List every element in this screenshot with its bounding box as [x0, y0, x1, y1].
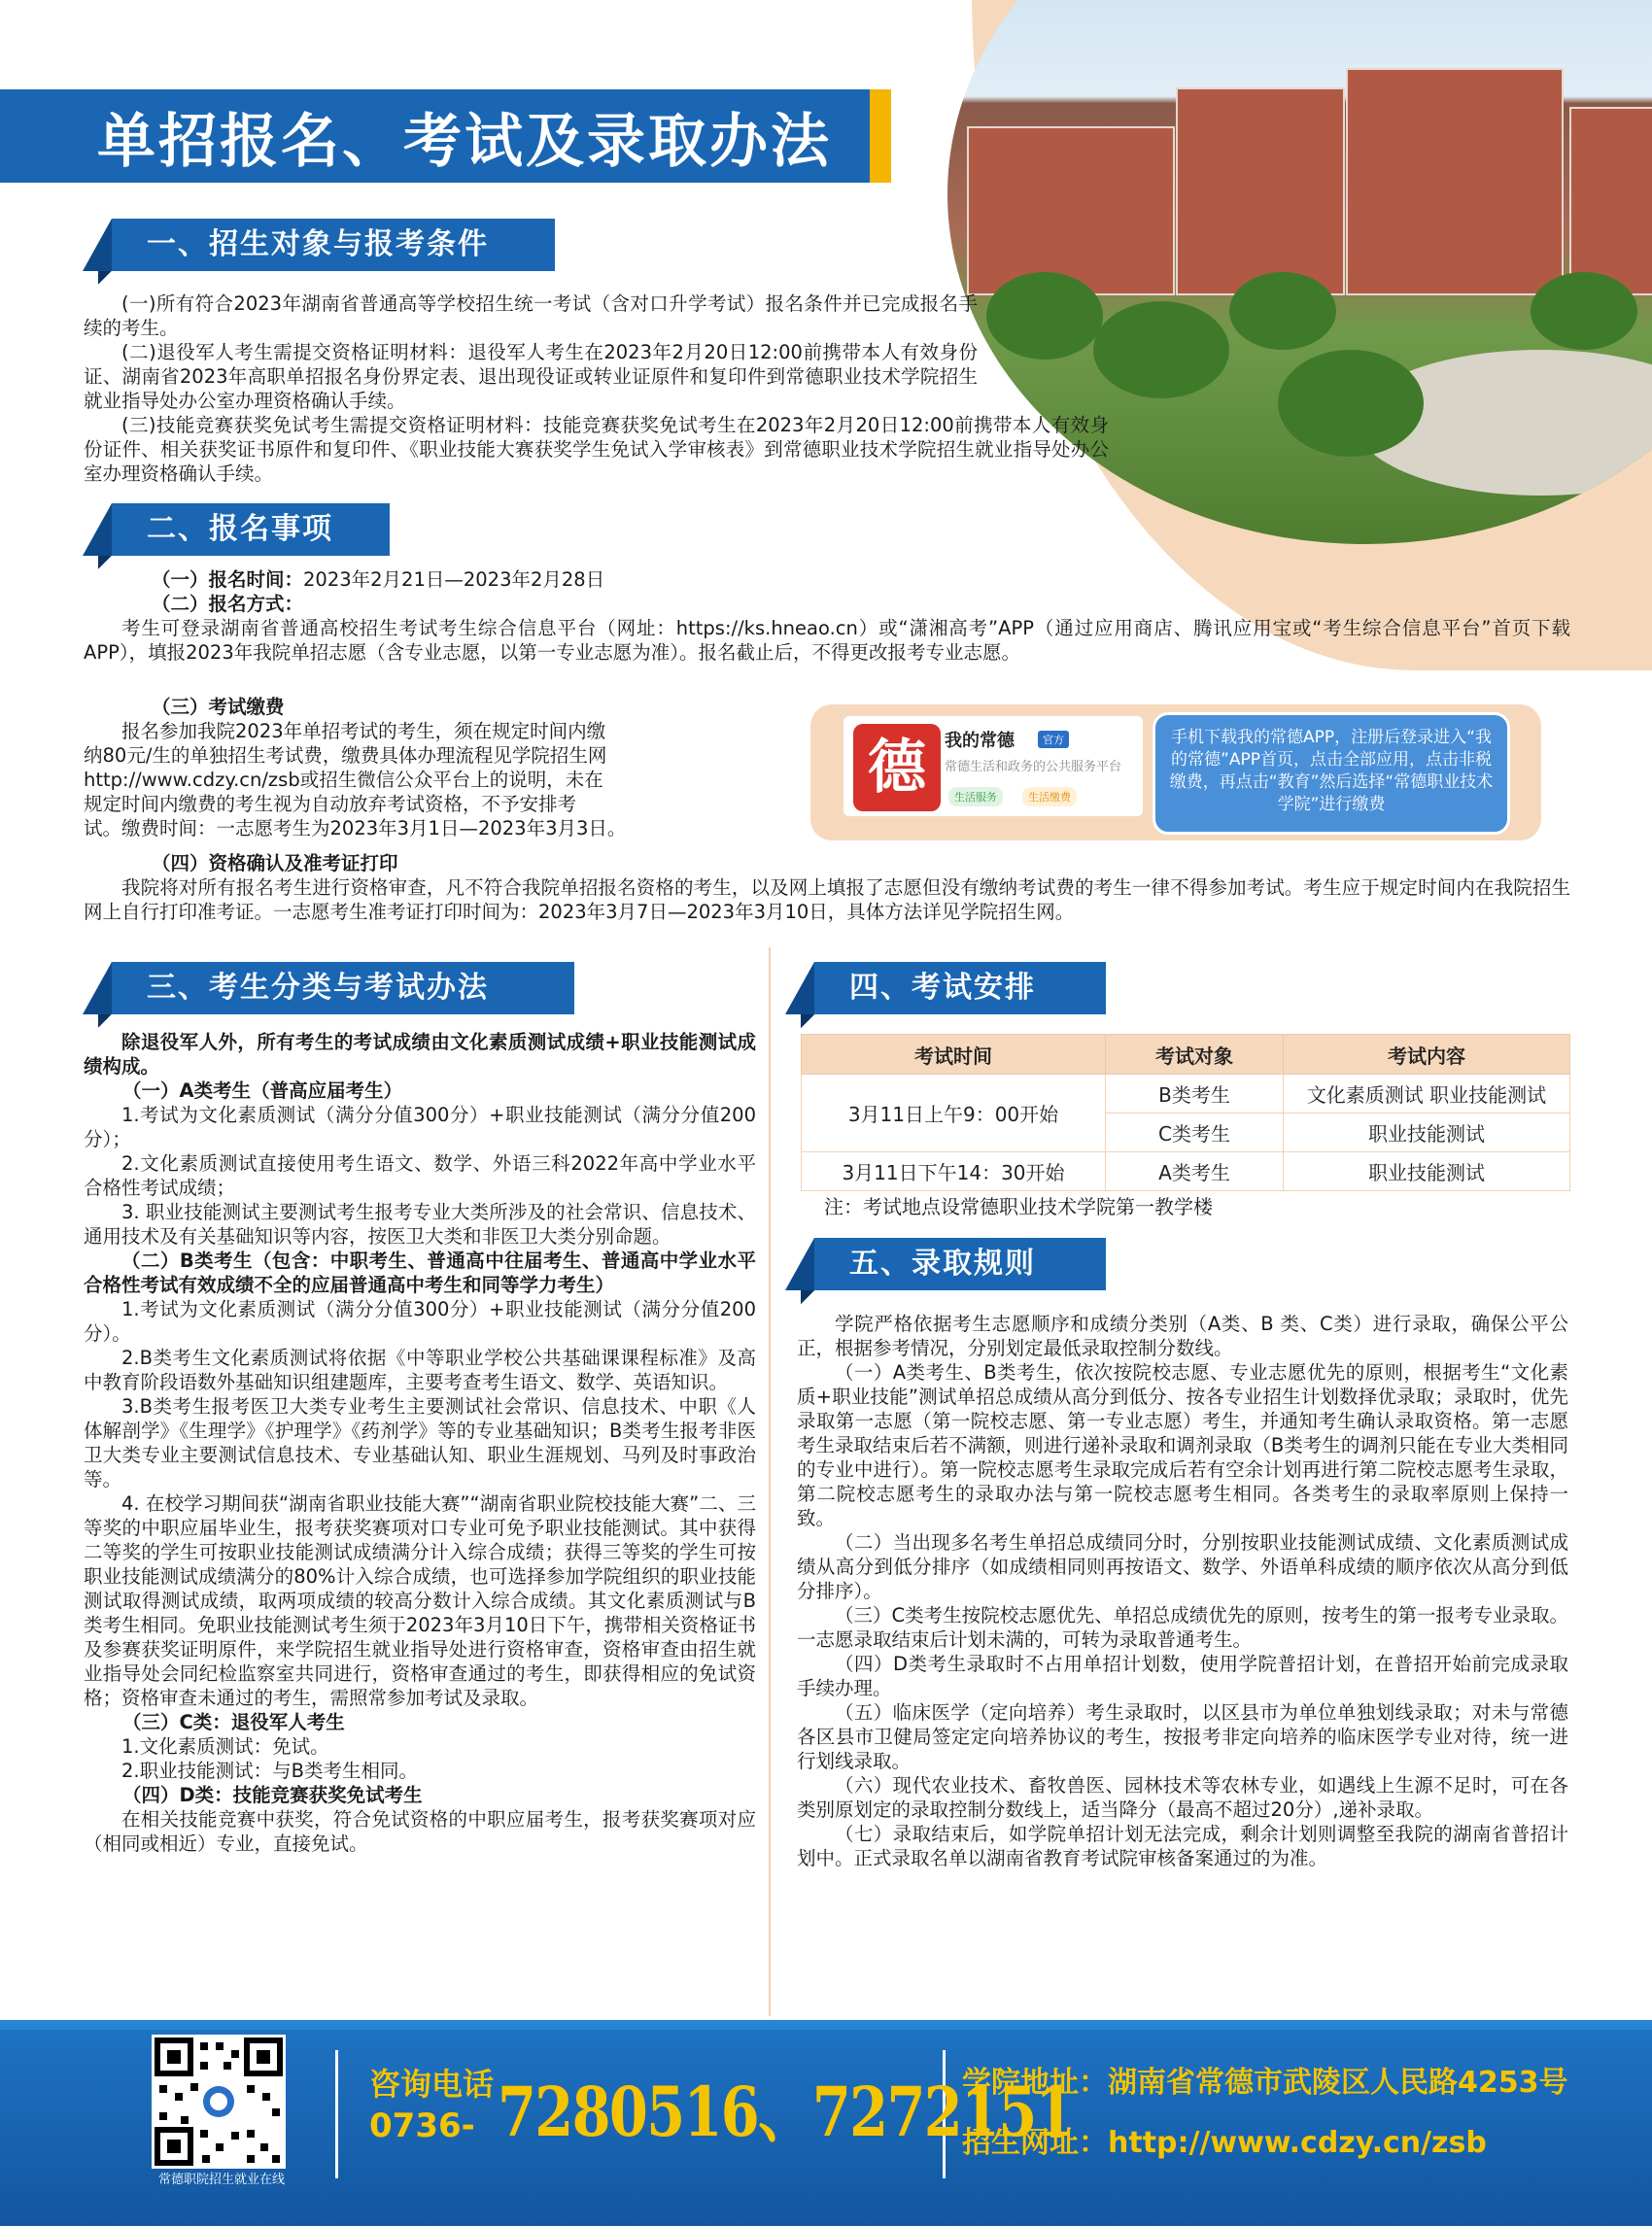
class-a-item-1: 1.考试为文化素质测试（满分分值300分）+职业技能测试（满分分值200分）；	[84, 1104, 756, 1150]
exam-note: 注：考试地点设常德职业技术学院第一教学楼	[824, 1195, 1213, 1218]
s1-paragraph-3: (三)技能竞赛获奖免试考生需提交资格证明材料：技能竞赛获奖免试考生在2023年2月20日12:00前携带本人有效身份证件、相关获奖证书原件和复印件、《职业技能大赛获奖学生免试入学审核表》到常德职业技术学院招生就业指导处办公室办理资格确认手续。	[84, 414, 1109, 485]
s5-paragraph-8: （七）录取结束后，如学院单招计划无法完成，剩余计划则调整至我院的湖南省普招计划中。正式录取名单以湖南省教育考试院审核备案通过的为准。	[797, 1823, 1568, 1869]
qr-code-graphic	[152, 2035, 286, 2169]
fee-label: （三）考试缴费	[152, 696, 285, 718]
admissions-website-link[interactable]: 招生网址：http://www.cdzy.cn/zsb	[962, 2126, 1487, 2160]
phone-numbers[interactable]: 7280516、7272151	[498, 2072, 1073, 2152]
class-c-item-2: 2.职业技能测试：与B类考生相同。	[121, 1760, 418, 1782]
class-d-label: （四）D类：技能竞赛获奖免试考生	[122, 1784, 423, 1806]
table-header-row	[802, 1035, 1570, 1075]
reg-time-label: （一）报名时间：	[152, 568, 304, 591]
qr-code[interactable]	[152, 2035, 286, 2169]
section-heading-5: 五、录取规则	[814, 1238, 1106, 1290]
table-row	[802, 1075, 1570, 1113]
confirm-text: 我院将对所有报名考生进行资格审查，凡不符合我院单招报名资格的考生，以及网上填报了志愿但没有缴纳考试费的考生一律不得参加考试。考生应于规定时间内在我院招生网上自行打印准考证。一志愿考生准考证打印时间为：2023年3月7日—2023年3月10日，具体方法详见学院招生网。	[84, 876, 1570, 923]
s5-paragraph-3: （二）当出现多名考生单招总成绩同分时，分别按职业技能测试成绩、文化素质测试成绩从高分到低分排序（如成绩相同则再按语文、数学、外语单科成绩的顺序依次从高分到低分排序）。	[797, 1531, 1568, 1602]
class-b-item-3: 3.B类考生报考医卫大类专业考生主要测试社会常识、信息技术、中职《人体解剖学》《生理学》《护理学》《药剂学》等的专业基础知识；B类考生报考非医卫大类专业主要测试信息技术、专业基础认知、职业生涯规划、马列及时事政治等。	[84, 1395, 756, 1490]
row1-target-c: C类考生	[1106, 1113, 1284, 1152]
section-3-body	[84, 1030, 756, 1856]
class-d-text: 在相关技能竞赛中获奖，符合免试资格的中职应届考生，报考获奖赛项对应（相同或相近）专业，直接免试。	[84, 1808, 756, 1855]
section-1-body	[84, 291, 1109, 486]
header-exam-target: 考试对象	[1106, 1035, 1284, 1075]
column-divider	[769, 947, 771, 2016]
class-b-item-1: 1.考试为文化素质测试（满分分值300分）+职业技能测试（满分分值200分）。	[84, 1298, 756, 1345]
s3-intro: 除退役军人外，所有考生的考试成绩由文化素质测试成绩+职业技能测试成绩构成。	[84, 1031, 756, 1078]
app-name: 我的常德	[945, 731, 1015, 751]
table-row	[802, 1152, 1570, 1191]
row2-content-a: 职业技能测试	[1284, 1152, 1570, 1191]
section-5-body	[797, 1312, 1568, 1870]
row2-time: 3月11日下午14：30开始	[802, 1152, 1106, 1191]
app-tag-life-service: 生活服务	[948, 787, 1003, 806]
section-2-confirm	[84, 851, 1570, 924]
reg-method-label: （二）报名方式：	[152, 593, 304, 615]
section-heading-2: 二、报名事项	[112, 503, 390, 556]
header-exam-time: 考试时间	[802, 1035, 1106, 1075]
footer-divider-1	[335, 2050, 338, 2178]
page-title: 单招报名、考试及录取办法	[97, 108, 832, 176]
class-a-item-2: 2.文化素质测试直接使用考生语文、数学、外语三科2022年高中学业水平合格性考试成绩；	[84, 1152, 756, 1199]
s5-paragraph-7: （六）现代农业技术、畜牧兽医、园林技术等农林专业，如遇线上生源不足时，可在各类别原划定的录取控制分数线上，适当降分（最高不超过20分）,递补录取。	[797, 1774, 1568, 1821]
app-tag-payment: 生活缴费	[1022, 787, 1077, 806]
s5-paragraph-5: （四）D类考生录取时不占用单招计划数，使用学院普招计划，在普招开始前完成录取手续办理。	[797, 1653, 1568, 1699]
class-b-item-2: 2.B类考生文化素质测试将依据《中等职业学校公共基础课课程标准》及高中教育阶段语数外基础知识组建题库，主要考查考生语文、数学、英语知识。	[84, 1347, 756, 1393]
college-address: 学院地址：湖南省常德市武陵区人民路4253号	[962, 2066, 1568, 2100]
s5-paragraph-4: （三）C类考生按院校志愿优先、单招总成绩优先的原则，按考生的第一报考专业录取。一志愿录取结束后计划未满的，可转为录取普通考生。	[797, 1604, 1568, 1651]
footer-stripe	[0, 2020, 1652, 2030]
header-exam-content: 考试内容	[1284, 1035, 1570, 1075]
app-description: 常德生活和政务的公共服务平台	[945, 760, 1122, 774]
section-heading-3: 三、考生分类与考试办法	[112, 962, 574, 1014]
reg-method-text: 考生可登录湖南省普通高校招生考试考生综合信息平台（网址：https://ks.hneao.cn）或“潇湘高考”APP（通过应用商店、腾讯应用宝或“考生综合信息平台”首页下载APP），填报2023年我院单招志愿（含专业志愿，以第一专业志愿为准）。报名截止后，不得更改报考专业志愿。	[84, 617, 1570, 664]
exam-schedule-table	[801, 1034, 1570, 1191]
reg-time-value: 2023年2月21日—2023年2月28日	[303, 568, 605, 591]
qr-caption: 常德职院招生就业在线	[157, 2173, 285, 2187]
class-b-label: （二）B类考生（包含：中职考生、普通高中往届考生、普通高中学业水平合格性考试有效成绩不全的应届普通高中考生和同等学力考生）	[84, 1250, 756, 1296]
row1-time: 3月11日上午9：00开始	[802, 1075, 1106, 1152]
s1-paragraph-1: (一)所有符合2023年湖南省普通高等学校招生统一考试（含对口升学考试）报名条件并已完成报名手续的考生。	[84, 292, 978, 339]
title-accent-bar	[870, 89, 891, 183]
s5-paragraph-6: （五）临床医学（定向培养）考生录取时，以区县市为单位单独划线录取；对未与常德各区县市卫健局签定定向培养协议的考生，按报考非定向培养的临床医学专业对待，统一进行划线录取。	[797, 1701, 1568, 1772]
row1-content-b: 文化素质测试 职业技能测试	[1284, 1075, 1570, 1113]
fee-line-1: 报名参加我院2023年单招考试的考生，须在规定时间内缴	[121, 720, 606, 742]
row1-content-c: 职业技能测试	[1284, 1113, 1570, 1152]
section-2-top	[84, 567, 1570, 665]
app-instruction-bubble: 手机下载我的常德APP，注册后登录进入“我的常德”APP首页，点击全部应用，点击非税缴费，再点击“教育”然后选择“常德职业技术学院”进行缴费	[1153, 712, 1510, 835]
fee-line-5: 试。缴费时间：一志愿考生为2023年3月1日—2023年3月3日。	[84, 817, 627, 839]
class-b-item-4: 4. 在校学习期间获“湖南省职业技能大赛”“湖南省职业院校技能大赛”二、三等奖的中职应届毕业生，报考获奖赛项对口专业可免予职业技能测试。其中获得二等奖的学生可按职业技能测试成绩满分计入综合成绩；获得三等奖的学生可按职业技能测试成绩满分的80%计入综合成绩，也可选择参加学院组织的职业技能测试取得测试成绩，取两项成绩的较高分数计入综合成绩。其文化素质测试与B类考生相同。免职业技能测试考生须于2023年3月10日下午，携带相关资格证书及参赛获奖证明原件，来学院招生就业指导处进行资格审查，资格审查由招生就业指导处会同纪检监察室共同进行，资格审查通过的考生，即获得相应的免试资格；资格审查未通过的考生，需照常参加考试及录取。	[84, 1492, 756, 1709]
s5-paragraph-1: 学院严格依据考生志愿顺序和成绩分类别（A类、B 类、C类）进行录取，确保公平公正，根据参考情况，分别划定最低录取控制分数线。	[797, 1313, 1568, 1359]
section-2-fee	[84, 695, 764, 840]
app-logo-icon: 德	[853, 724, 941, 811]
row1-target-b: B类考生	[1106, 1075, 1284, 1113]
class-a-item-3: 3. 职业技能测试主要测试考生报考专业大类所涉及的社会常识、信息技术、通用技术及有关基础知识等内容，按医卫大类和非医卫大类分别命题。	[84, 1201, 756, 1248]
app-official-badge: 官方	[1038, 731, 1069, 748]
fee-line-4: 规定时间内缴费的考生视为自动放弃考试资格，不予安排考	[84, 793, 577, 815]
fee-line-3: http://www.cdzy.cn/zsb或招生微信公众平台上的说明，未在	[84, 769, 603, 791]
phone-area-code: 0736-	[369, 2106, 475, 2145]
section-heading-1: 一、招生对象与报考条件	[112, 219, 555, 271]
phone-label: 咨询电话	[369, 2066, 495, 2103]
s5-paragraph-2: （一）A类考生、B类考生，依次按院校志愿、专业志愿优先的原则，根据考生“文化素质+职业技能”测试单招总成绩从高分到低分、按各专业招生计划数择优录取；录取时，优先录取第一志愿（第一院校志愿、第一专业志愿）考生，并通知考生确认录取资格。第一志愿考生录取结束后若不满额，则进行递补录取和调剂录取（B类考生的调剂只能在专业大类相同的专业中进行）。第一院校志愿考生录取完成后若有空余计划再进行第二院校志愿考生录取，第二院校志愿考生的录取办法与第一院校志愿考生相同。各类考生的录取率原则上保持一致。	[797, 1361, 1568, 1529]
section-heading-4: 四、考试安排	[814, 962, 1106, 1014]
row2-target-a: A类考生	[1106, 1152, 1284, 1191]
s1-paragraph-2: (二)退役军人考生需提交资格证明材料：退役军人考生在2023年2月20日12:00前携带本人有效身份证、湖南省2023年高职单招报名身份界定表、退出现役证或转业证原件和复印件到常德职业技术学院招生就业指导处办公室办理资格确认手续。	[84, 341, 978, 412]
fee-line-2: 纳80元/生的单独招生考试费，缴费具体办理流程见学院招生网	[84, 744, 607, 767]
class-c-item-1: 1.文化素质测试：免试。	[121, 1735, 329, 1758]
class-a-label: （一）A类考生（普高应届考生）	[122, 1079, 403, 1102]
class-c-label: （三）C类：退役军人考生	[122, 1711, 345, 1733]
confirm-label: （四）资格确认及准考证打印	[152, 852, 398, 874]
